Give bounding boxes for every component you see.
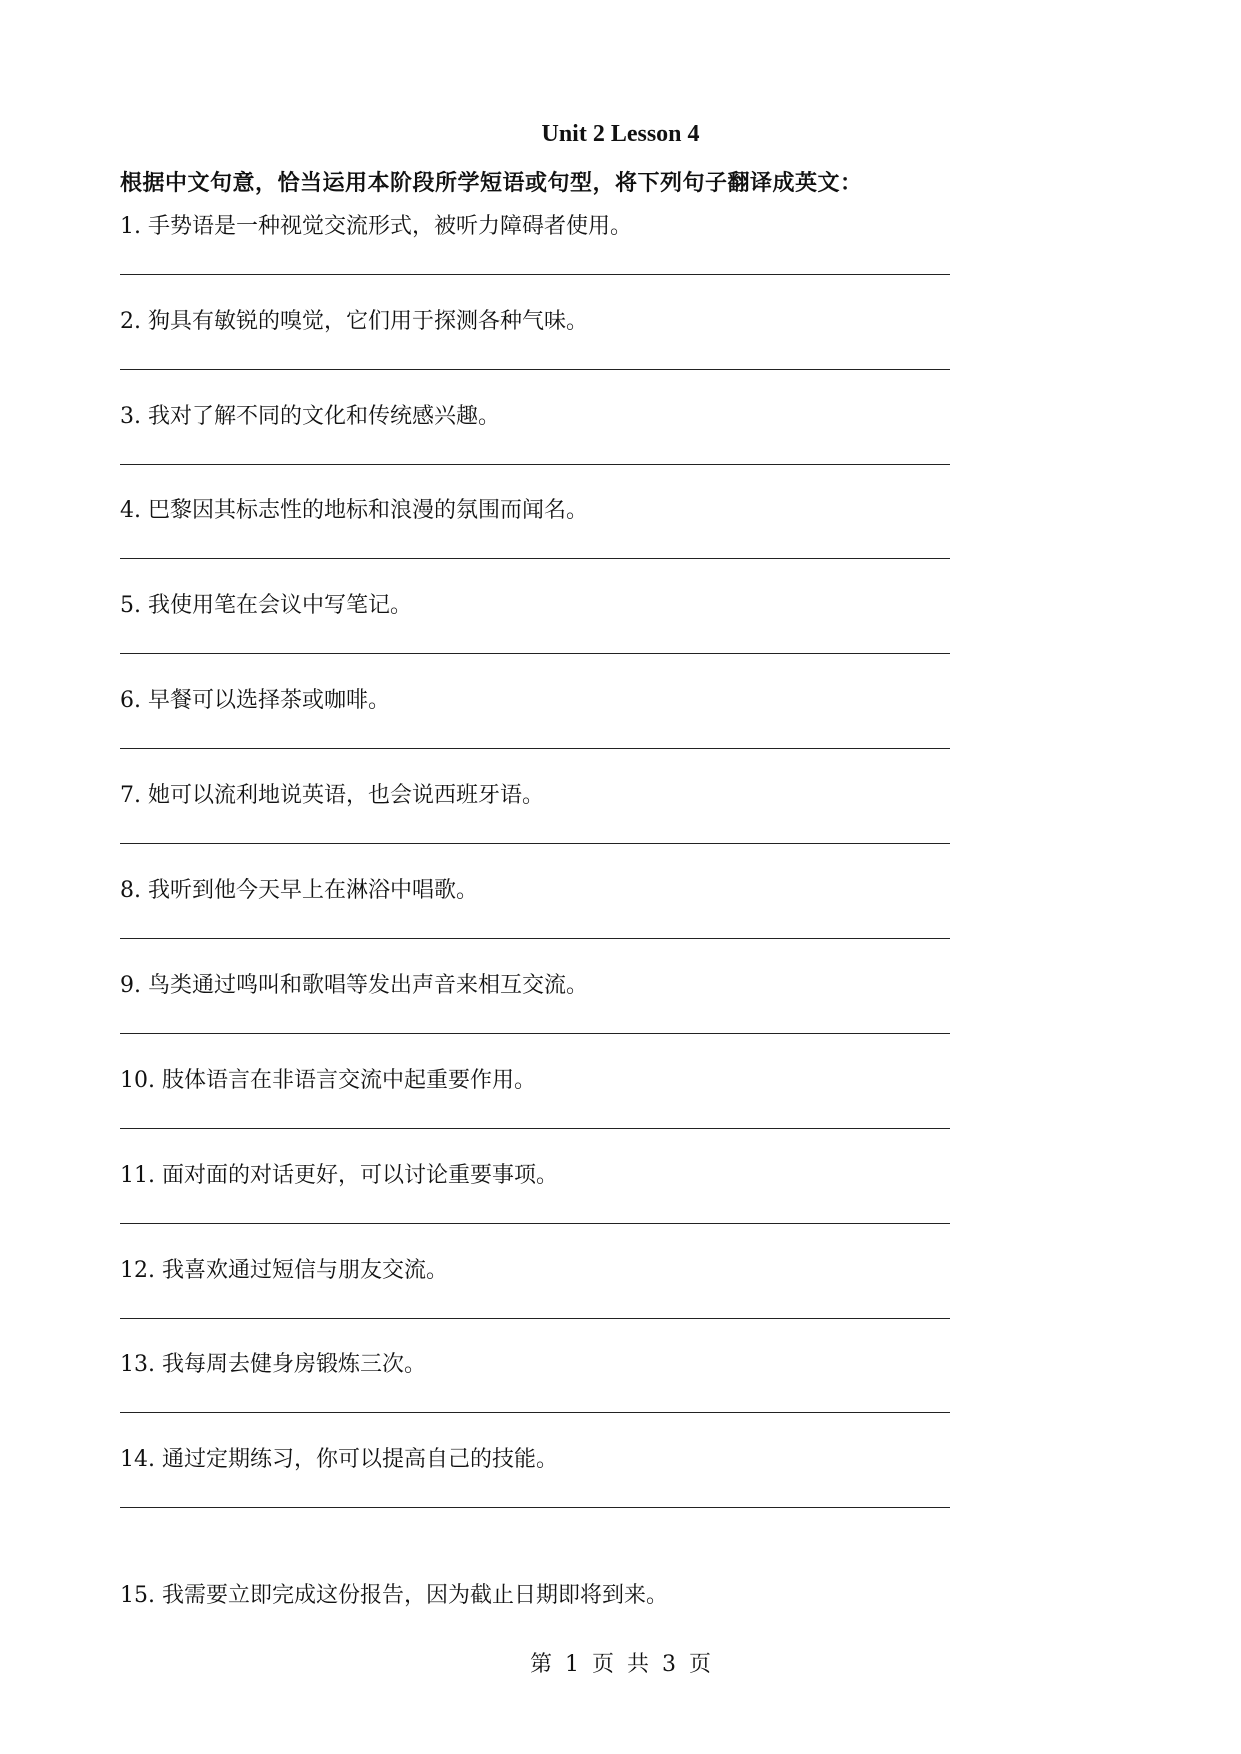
question-text: 5. 我使用笔在会议中写笔记。 [120, 593, 412, 618]
question-text: 3. 我对了解不同的文化和传统感兴趣。 [120, 404, 500, 429]
answer-line [120, 938, 950, 939]
question-text: 15. 我需要立即完成这份报告，因为截止日期即将到来。 [120, 1583, 668, 1608]
answer-line [120, 1412, 950, 1413]
answer-line [120, 274, 950, 275]
question-item [120, 1161, 950, 1191]
question-item [120, 591, 950, 621]
question-item [120, 686, 950, 716]
question-item [120, 1350, 950, 1380]
question-item [120, 1066, 950, 1096]
question-text: 6. 早餐可以选择茶或咖啡。 [120, 688, 390, 713]
question-item [120, 876, 950, 906]
question-text: 12. 我喜欢通过短信与朋友交流。 [120, 1258, 448, 1283]
page-number-footer: 第 1 页 共 3 页 [530, 1652, 711, 1677]
question-item [120, 781, 950, 811]
question-item [120, 1256, 950, 1286]
question-item [120, 496, 950, 526]
answer-line [120, 1128, 950, 1129]
question-item [120, 307, 950, 337]
answer-line [120, 464, 950, 465]
question-text: 7. 她可以流利地说英语，也会说西班牙语。 [120, 783, 544, 808]
question-text: 9. 鸟类通过鸣叫和歌唱等发出声音来相互交流。 [120, 973, 588, 998]
question-text: 10. 肢体语言在非语言交流中起重要作用。 [120, 1068, 536, 1093]
question-text: 8. 我听到他今天早上在淋浴中唱歌。 [120, 878, 478, 903]
answer-line [120, 653, 950, 654]
question-text: 1. 手势语是一种视觉交流形式，被听力障碍者使用。 [120, 214, 632, 239]
answer-line [120, 369, 950, 370]
page-title: Unit 2 Lesson 4 [541, 121, 700, 147]
question-text: 4. 巴黎因其标志性的地标和浪漫的氛围而闻名。 [120, 498, 588, 523]
answer-line [120, 843, 950, 844]
question-text: 13. 我每周去健身房锻炼三次。 [120, 1352, 426, 1377]
question-item [120, 1445, 950, 1475]
question-text: 11. 面对面的对话更好，可以讨论重要事项。 [120, 1163, 558, 1188]
question-text: 14. 通过定期练习，你可以提高自己的技能。 [120, 1447, 558, 1472]
question-item [120, 402, 950, 432]
instruction-text: 根据中文句意，恰当运用本阶段所学短语或句型，将下列句子翻译成英文： [120, 170, 863, 196]
answer-line [120, 1318, 950, 1319]
answer-line [120, 1033, 950, 1034]
question-item [120, 971, 950, 1001]
answer-line [120, 558, 950, 559]
answer-line [120, 1507, 950, 1508]
question-text: 2. 狗具有敏锐的嗅觉，它们用于探测各种气味。 [120, 309, 588, 334]
question-item [120, 1581, 950, 1611]
answer-line [120, 1223, 950, 1224]
question-item [120, 212, 950, 242]
answer-line [120, 748, 950, 749]
